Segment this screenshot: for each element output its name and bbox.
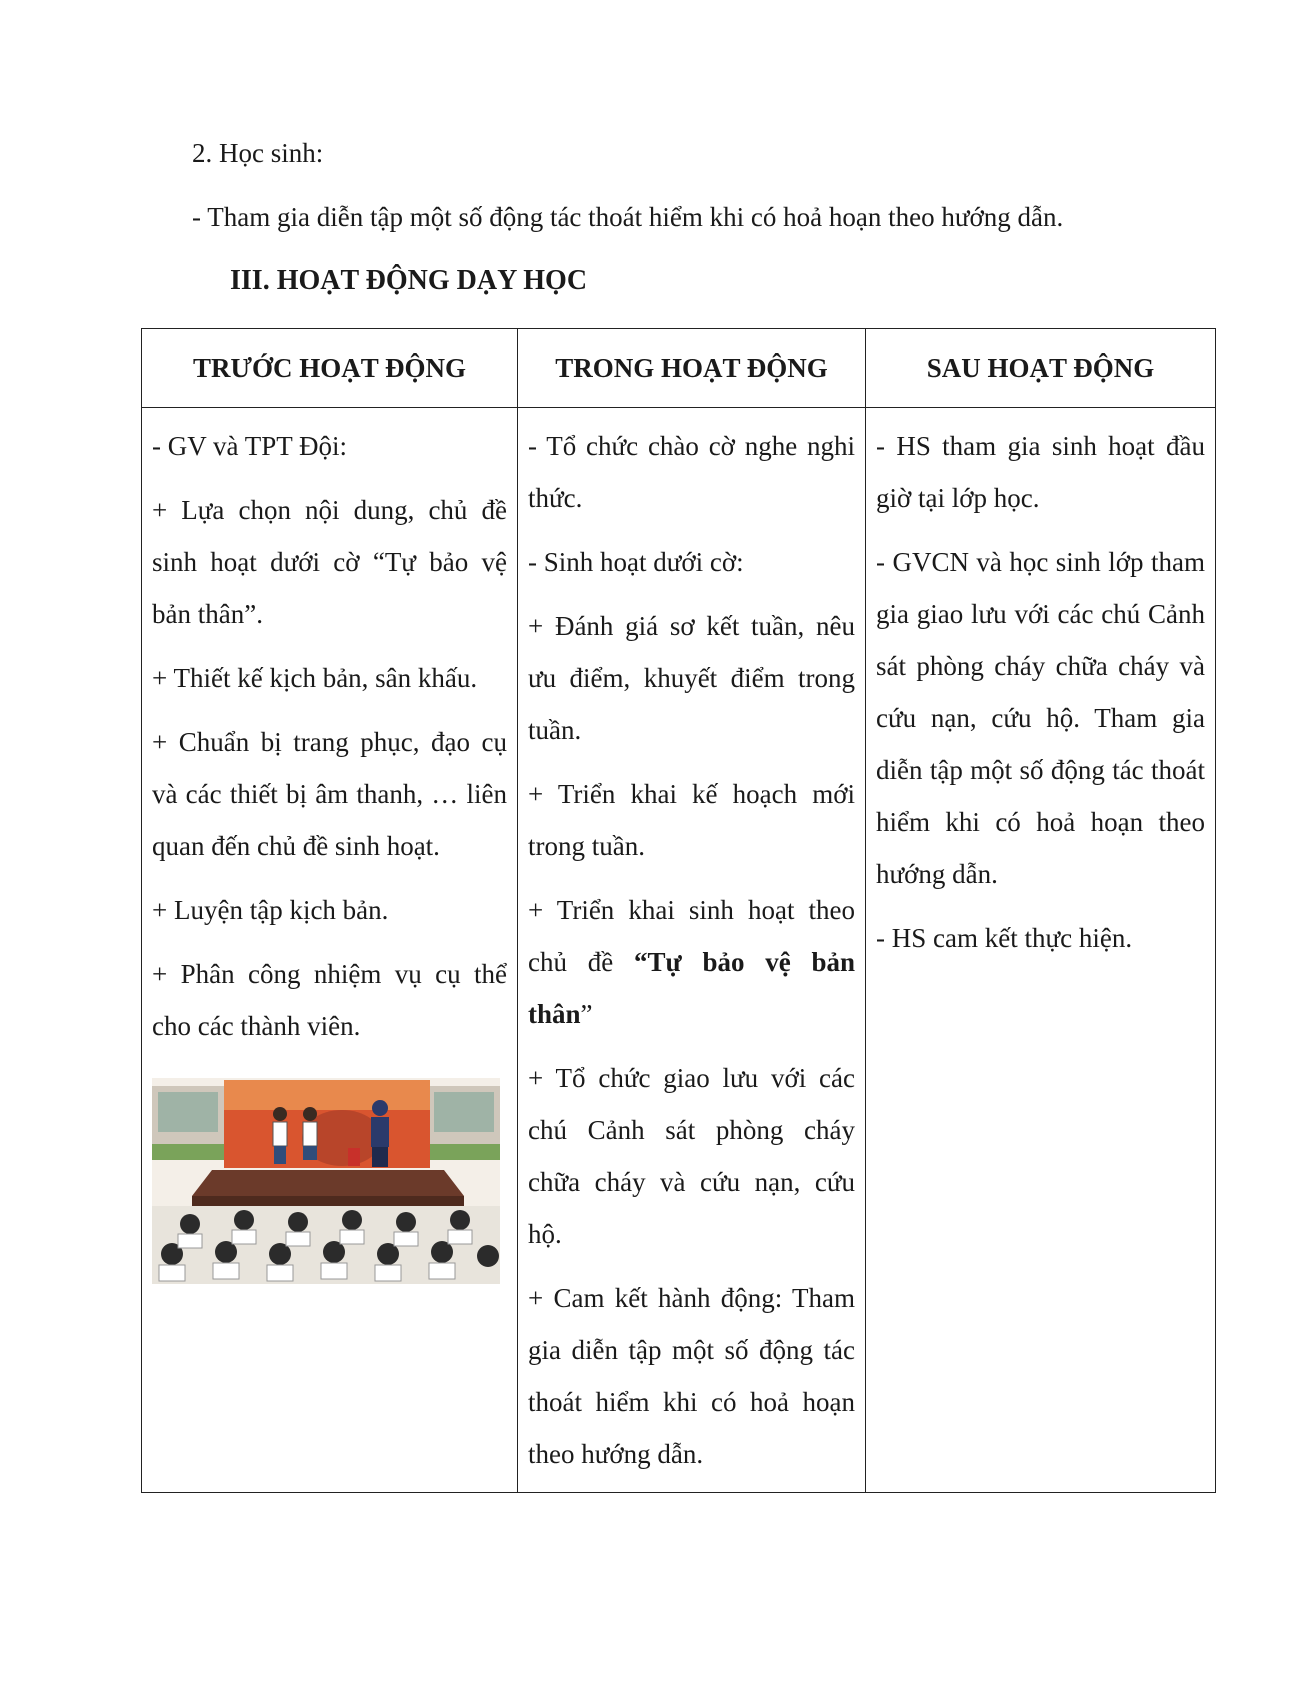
- during-item: + Triển khai kế hoạch mới trong tuần.: [528, 779, 855, 861]
- students-heading: 2. Học sinh:: [192, 138, 324, 168]
- during-item: + Đánh giá sơ kết tuần, nêu ưu điểm, khuyết điểm trong tuần.: [528, 611, 855, 745]
- after-item: - GVCN và học sinh lớp tham gia giao lưu với các chú Cảnh sát phòng cháy chữa cháy và cứu nạn, cứu hộ. Tham gia diễn tập một số động tác thoát hiểm khi có hoả hoạn theo hướng dẫn.: [876, 547, 1205, 889]
- cell-before: [142, 408, 518, 1493]
- table-row: [142, 408, 1216, 1493]
- during-item: - Sinh hoạt dưới cờ:: [528, 547, 744, 577]
- before-item: + Luyện tập kịch bản.: [152, 895, 389, 925]
- theme-prefix: + Triển khai sinh hoạt theo chủ đề: [528, 895, 855, 977]
- before-item: + Lựa chọn nội dung, chủ đề sinh hoạt dưới cờ “Tự bảo vệ bản thân”.: [152, 495, 507, 629]
- during-item-theme: [528, 884, 855, 1040]
- before-item: - GV và TPT Đội:: [152, 431, 348, 461]
- theme-suffix: ”: [580, 999, 593, 1029]
- students-text: - Tham gia diễn tập một số động tác thoát hiểm khi có hoả hoạn theo hướng dẫn.: [192, 202, 1064, 232]
- during-item: - Tổ chức chào cờ nghe nghi thức.: [528, 431, 855, 513]
- table-header-row: [142, 329, 1216, 408]
- during-item: + Cam kết hành động: Tham gia diễn tập một số động tác thoát hiểm khi có hoả hoạn theo hướng dẫn.: [528, 1283, 855, 1469]
- activities-heading: III. HOẠT ĐỘNG DẠY HỌC: [230, 265, 588, 296]
- before-item: + Thiết kế kịch bản, sân khấu.: [152, 663, 478, 693]
- header-before: TRƯỚC HOẠT ĐỘNG: [142, 329, 518, 408]
- cell-during: [518, 408, 866, 1493]
- activities-table: [141, 328, 1216, 1493]
- during-item: + Tổ chức giao lưu với các chú Cảnh sát phòng cháy chữa cháy và cứu nạn, cứu hộ.: [528, 1063, 855, 1249]
- before-item: + Phân công nhiệm vụ cụ thể cho các thành viên.: [152, 959, 507, 1041]
- after-item: - HS tham gia sinh hoạt đầu giờ tại lớp học.: [876, 431, 1205, 513]
- after-item: - HS cam kết thực hiện.: [876, 923, 1133, 953]
- theme-title: “Tự bảo vệ bản thân: [528, 947, 855, 1029]
- header-during: TRONG HOẠT ĐỘNG: [518, 329, 866, 408]
- before-item: + Chuẩn bị trang phục, đạo cụ và các thiết bị âm thanh, … liên quan đến chủ đề sinh hoạt.: [152, 727, 507, 861]
- stage-performance-illustration: [152, 1078, 500, 1284]
- cell-after: [866, 408, 1216, 1493]
- header-after: SAU HOẠT ĐỘNG: [866, 329, 1216, 408]
